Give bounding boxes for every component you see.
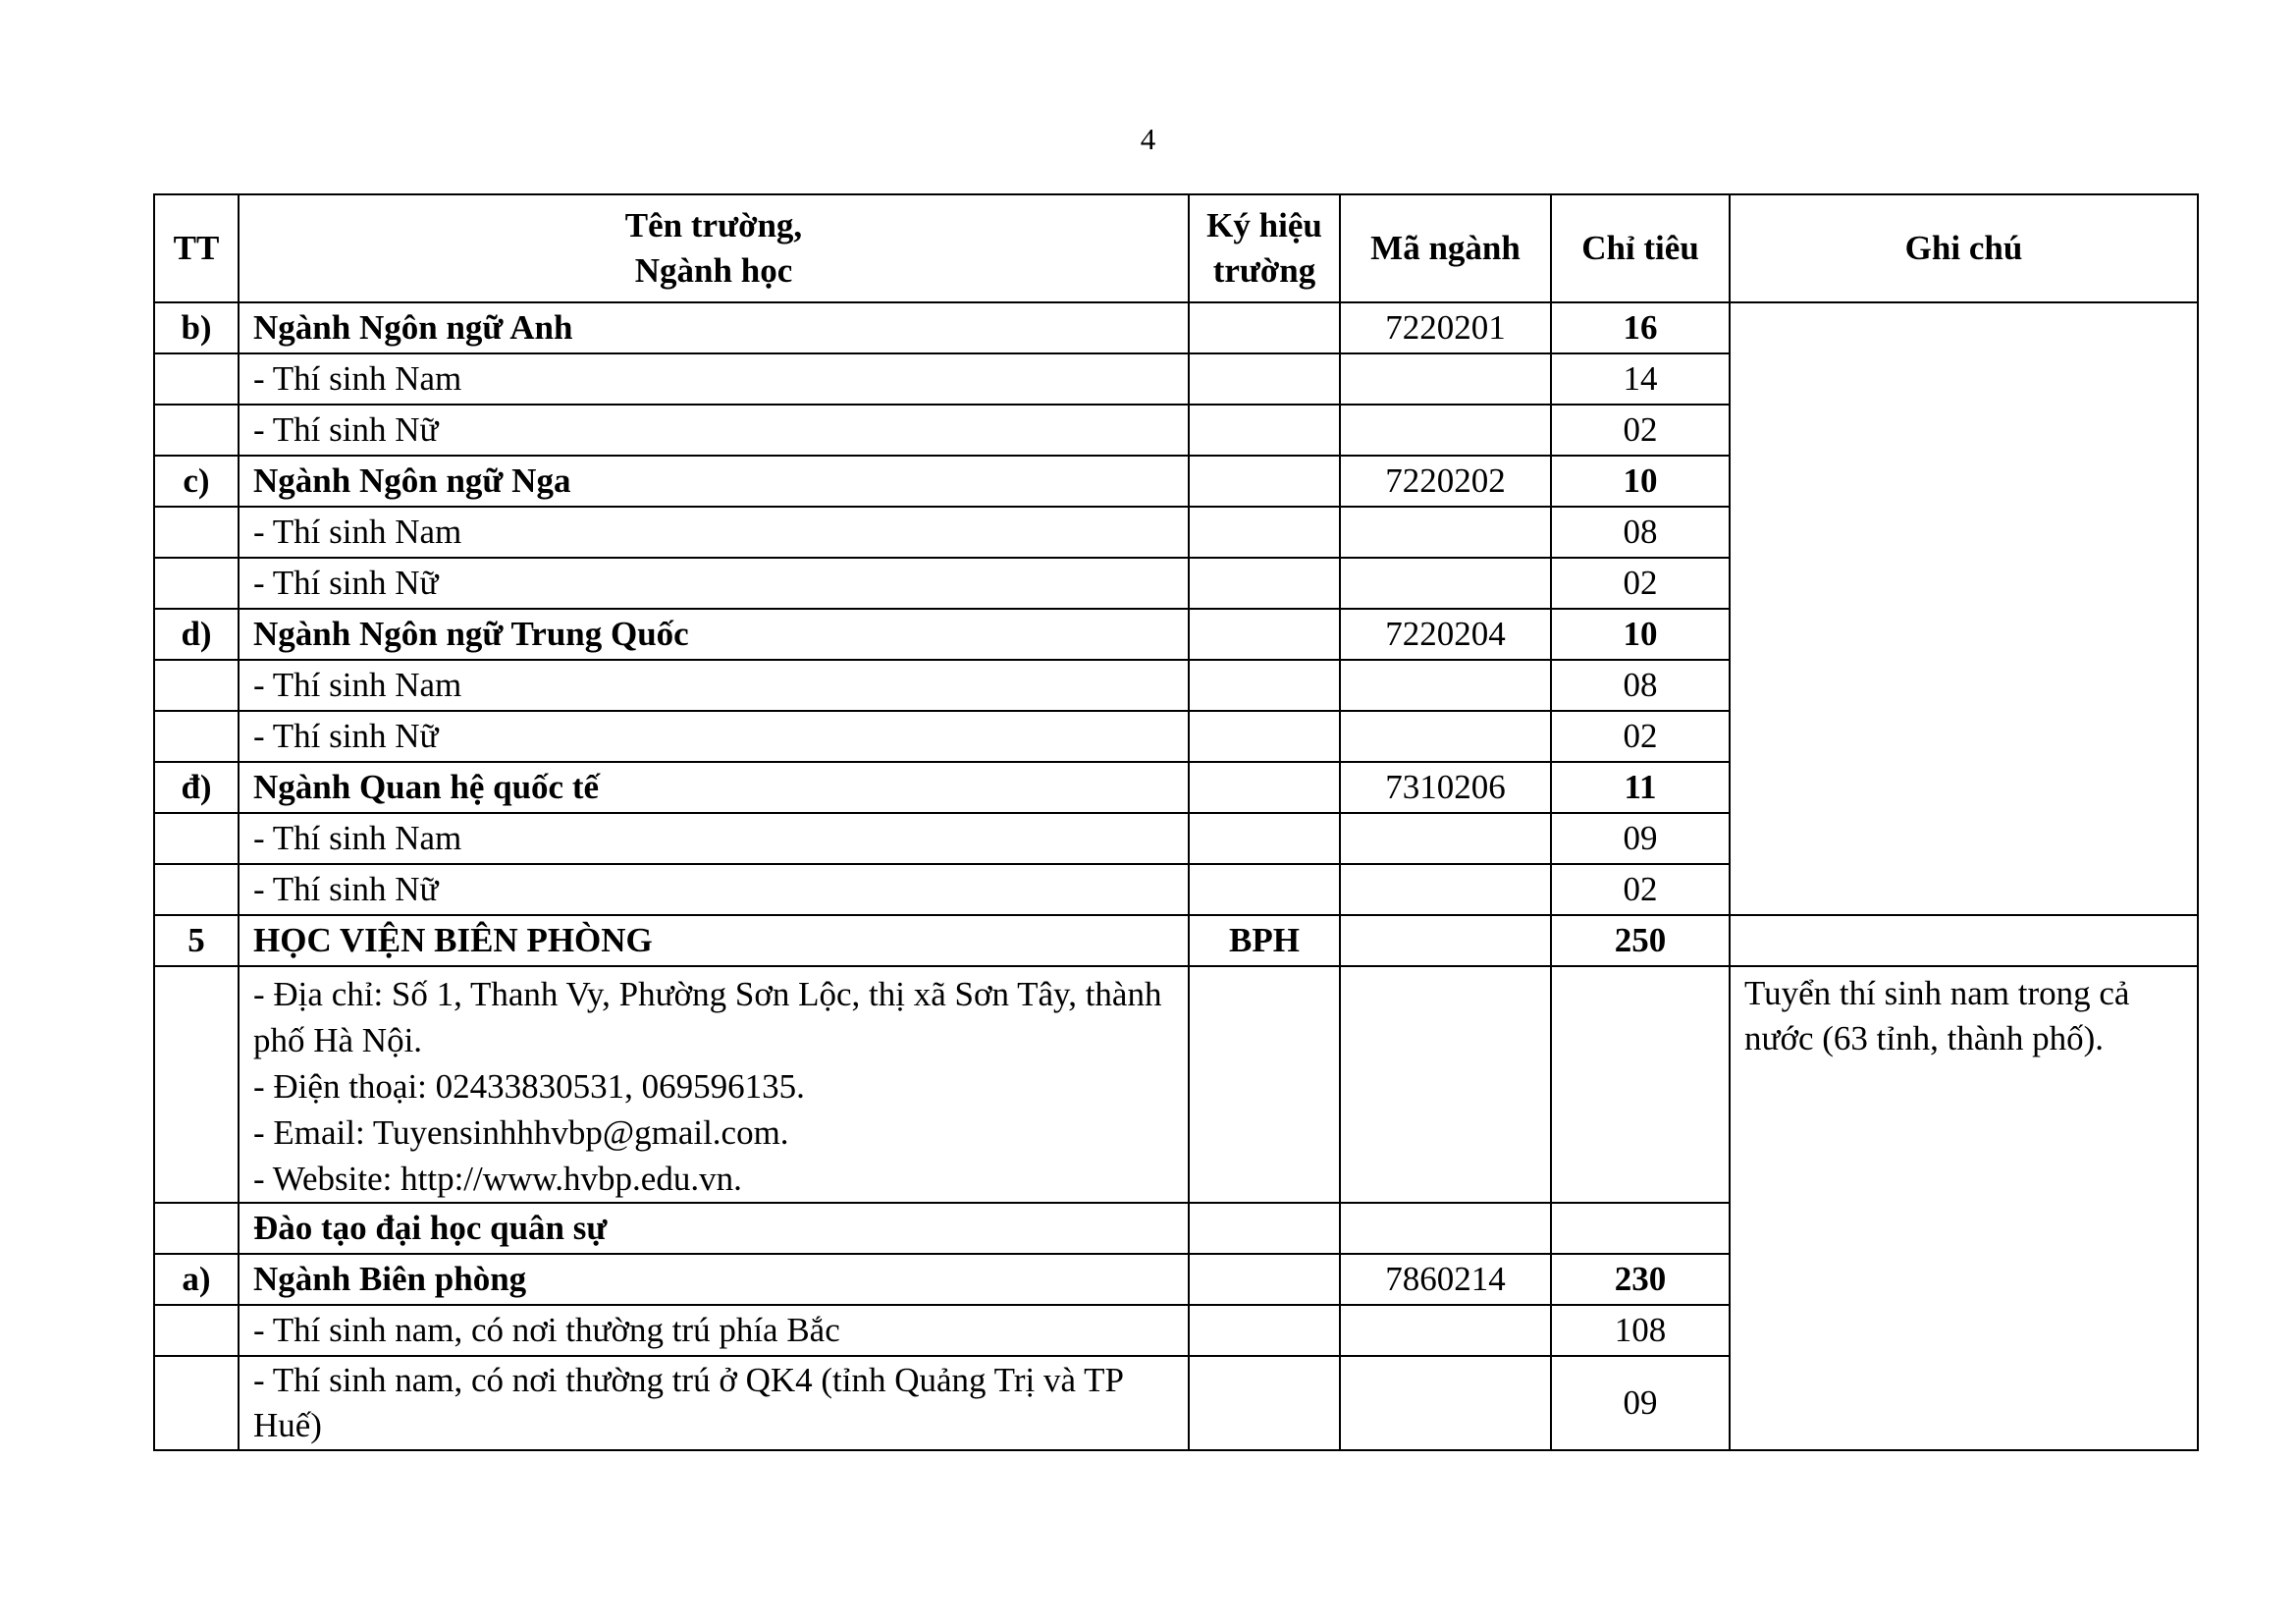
row-school-code [1189,762,1340,813]
row-school-code [1189,609,1340,660]
school-info [239,966,1189,1203]
school-info-row [154,966,2198,1203]
row-school-code [1189,302,1340,353]
school-row [154,915,2198,966]
section-school-code [1189,1203,1340,1254]
section-major-code [1340,1203,1551,1254]
row-quota: 02 [1551,558,1730,609]
row-name: - Thí sinh Nữ [239,711,1189,762]
table-row [154,302,2198,353]
row-tt [154,711,239,762]
row-school-code [1189,813,1340,864]
header-code-line1: Ký hiệu [1206,206,1322,244]
school-note-empty [1730,915,2198,966]
school-phone: - Điện thoại: 02433830531, 069596135. [253,1067,805,1106]
row-tt [154,1356,239,1450]
row-major-code [1340,1356,1551,1450]
info-major-code [1340,966,1551,1203]
row-major-code [1340,507,1551,558]
row-tt [154,353,239,405]
school-email: - Email: Tuyensinhhhvbp@gmail.com. [253,1113,789,1152]
header-name-line2: Ngành học [634,251,793,290]
row-school-code [1189,660,1340,711]
page-number: 4 [1140,122,1156,156]
header-code-line2: trường [1212,251,1316,290]
school-website: - Website: http://www.hvbp.edu.vn. [253,1160,742,1198]
row-name: Ngành Ngôn ngữ Nga [239,456,1189,507]
header-quota: Chỉ tiêu [1551,194,1730,302]
row-name: - Thí sinh Nam [239,813,1189,864]
row-major-code: 7220202 [1340,456,1551,507]
row-quota: 08 [1551,507,1730,558]
row-quota: 02 [1551,864,1730,915]
row-quota: 09 [1551,813,1730,864]
row-tt: c) [154,456,239,507]
row-tt: b) [154,302,239,353]
row-quota: 11 [1551,762,1730,813]
row-school-code [1189,456,1340,507]
school-note: Tuyển thí sinh nam trong cả nước (63 tỉnh, thành phố). [1730,966,2198,1450]
row-name: - Thí sinh Nữ [239,558,1189,609]
row-tt [154,660,239,711]
row-major-code [1340,1305,1551,1356]
row-name: - Thí sinh Nam [239,353,1189,405]
row-major-code [1340,813,1551,864]
row-name: Ngành Quan hệ quốc tế [239,762,1189,813]
major-quota: 230 [1551,1254,1730,1305]
row-name: - Thí sinh Nam [239,660,1189,711]
row-quota: 10 [1551,456,1730,507]
section-title: Đào tạo đại học quân sự [239,1203,1189,1254]
header-name-line1: Tên trường, [624,206,803,244]
row-tt [154,813,239,864]
school-name: HỌC VIỆN BIÊN PHÒNG [239,915,1189,966]
row-name: - Thí sinh nam, có nơi thường trú ở QK4 (tỉnh Quảng Trị và TP Huế) [239,1356,1189,1450]
row-school-code [1189,405,1340,456]
row-school-code [1189,1305,1340,1356]
school-quota: 250 [1551,915,1730,966]
row-name: Ngành Ngôn ngữ Anh [239,302,1189,353]
section-quota [1551,1203,1730,1254]
row-tt [154,558,239,609]
row-major-code: 7310206 [1340,762,1551,813]
section-tt [154,1203,239,1254]
admissions-table [153,193,2199,1451]
row-major-code: 7220204 [1340,609,1551,660]
row-major-code [1340,405,1551,456]
row-major-code [1340,711,1551,762]
major-name: Ngành Biên phòng [239,1254,1189,1305]
row-name: - Thí sinh Nữ [239,405,1189,456]
row-school-code [1189,711,1340,762]
row-quota: 16 [1551,302,1730,353]
school-major-code [1340,915,1551,966]
row-quota: 02 [1551,711,1730,762]
header-tt: TT [154,194,239,302]
row-school-code [1189,864,1340,915]
row-school-code [1189,353,1340,405]
header-major-code: Mã ngành [1340,194,1551,302]
info-quota [1551,966,1730,1203]
major-school-code [1189,1254,1340,1305]
header-note: Ghi chú [1730,194,2198,302]
row-major-code [1340,558,1551,609]
header-name [239,194,1189,302]
row-major-code [1340,660,1551,711]
row-name: - Thí sinh nam, có nơi thường trú phía Bắc [239,1305,1189,1356]
row-tt: đ) [154,762,239,813]
school-tt: 5 [154,915,239,966]
note-cell-empty [1730,302,2198,915]
header-school-code [1189,194,1340,302]
row-major-code: 7220201 [1340,302,1551,353]
row-quota: 02 [1551,405,1730,456]
row-school-code [1189,1356,1340,1450]
row-school-code [1189,558,1340,609]
row-quota: 14 [1551,353,1730,405]
row-major-code [1340,864,1551,915]
row-tt: d) [154,609,239,660]
info-tt [154,966,239,1203]
row-school-code [1189,507,1340,558]
row-quota: 08 [1551,660,1730,711]
school-code: BPH [1189,915,1340,966]
major-tt: a) [154,1254,239,1305]
row-tt [154,405,239,456]
row-tt [154,507,239,558]
major-code: 7860214 [1340,1254,1551,1305]
row-quota: 108 [1551,1305,1730,1356]
info-school-code [1189,966,1340,1203]
row-name: Ngành Ngôn ngữ Trung Quốc [239,609,1189,660]
school-address: - Địa chỉ: Số 1, Thanh Vy, Phường Sơn Lộc, thị xã Sơn Tây, thành phố Hà Nội. [253,975,1162,1059]
row-name: - Thí sinh Nam [239,507,1189,558]
table-header-row [154,194,2198,302]
row-tt [154,1305,239,1356]
row-quota: 10 [1551,609,1730,660]
row-quota: 09 [1551,1356,1730,1450]
row-major-code [1340,353,1551,405]
row-name: - Thí sinh Nữ [239,864,1189,915]
row-tt [154,864,239,915]
